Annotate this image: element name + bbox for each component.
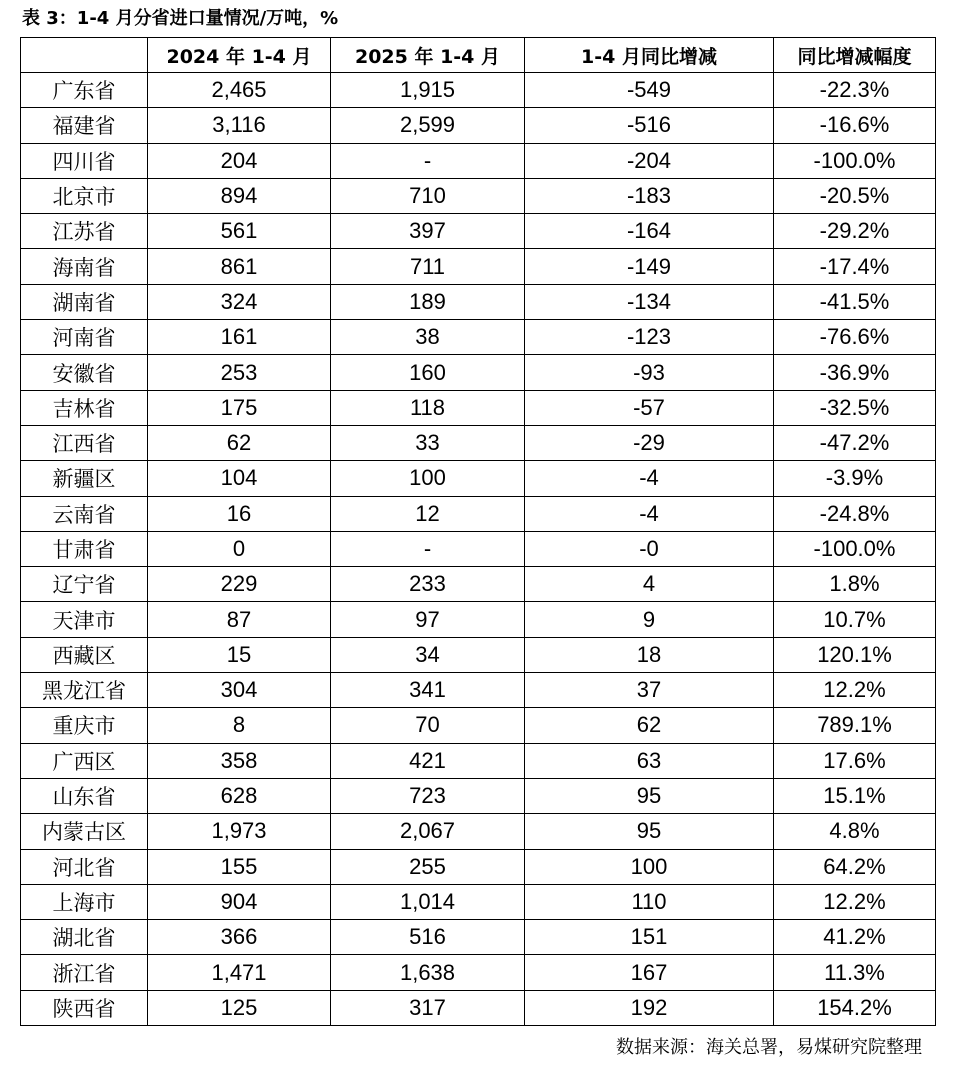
province-cell: 浙江省: [21, 955, 148, 990]
province-cell: 福建省: [21, 108, 148, 143]
table-row: [21, 814, 936, 849]
province-cell: 西藏区: [21, 637, 148, 672]
value-2025-cell: 1,014: [331, 884, 525, 919]
yoy-change-cell: -57: [525, 390, 774, 425]
header-2024: 2024 年 1-4 月: [148, 38, 331, 73]
value-2025-cell: 12: [331, 496, 525, 531]
yoy-change-cell: 95: [525, 778, 774, 813]
yoy-rate-cell: 4.8%: [774, 814, 936, 849]
value-2025-cell: 397: [331, 214, 525, 249]
province-cell: 江西省: [21, 425, 148, 460]
yoy-change-cell: 110: [525, 884, 774, 919]
province-cell: 辽宁省: [21, 567, 148, 602]
value-2025-cell: 421: [331, 743, 525, 778]
province-cell: 河北省: [21, 849, 148, 884]
yoy-rate-cell: -100.0%: [774, 531, 936, 566]
table-row: [21, 178, 936, 213]
value-2025-cell: 317: [331, 990, 525, 1025]
table-row: [21, 743, 936, 778]
yoy-change-cell: -0: [525, 531, 774, 566]
value-2024-cell: 229: [148, 567, 331, 602]
yoy-rate-cell: 17.6%: [774, 743, 936, 778]
province-cell: 重庆市: [21, 708, 148, 743]
value-2024-cell: 304: [148, 673, 331, 708]
yoy-rate-cell: -17.4%: [774, 249, 936, 284]
province-cell: 四川省: [21, 143, 148, 178]
province-cell: 山东省: [21, 778, 148, 813]
header-yoy-rate: 同比增减幅度: [774, 38, 936, 73]
value-2025-cell: 1,638: [331, 955, 525, 990]
table-row: [21, 143, 936, 178]
yoy-rate-cell: -20.5%: [774, 178, 936, 213]
yoy-change-cell: 151: [525, 920, 774, 955]
table-row: [21, 249, 936, 284]
table-row: [21, 990, 936, 1025]
table-row: [21, 496, 936, 531]
table-row: [21, 390, 936, 425]
value-2024-cell: 204: [148, 143, 331, 178]
province-cell: 湖北省: [21, 920, 148, 955]
value-2024-cell: 175: [148, 390, 331, 425]
yoy-change-cell: -204: [525, 143, 774, 178]
value-2024-cell: 861: [148, 249, 331, 284]
province-cell: 甘肃省: [21, 531, 148, 566]
value-2024-cell: 1,471: [148, 955, 331, 990]
province-cell: 北京市: [21, 178, 148, 213]
province-cell: 江苏省: [21, 214, 148, 249]
yoy-rate-cell: 10.7%: [774, 602, 936, 637]
table-row: [21, 673, 936, 708]
value-2024-cell: 904: [148, 884, 331, 919]
yoy-rate-cell: -41.5%: [774, 284, 936, 319]
value-2024-cell: 155: [148, 849, 331, 884]
province-cell: 云南省: [21, 496, 148, 531]
table-row: [21, 602, 936, 637]
value-2024-cell: 62: [148, 425, 331, 460]
value-2025-cell: 1,915: [331, 73, 525, 108]
value-2025-cell: 33: [331, 425, 525, 460]
province-cell: 广西区: [21, 743, 148, 778]
yoy-change-cell: 95: [525, 814, 774, 849]
province-cell: 新疆区: [21, 461, 148, 496]
value-2024-cell: 0: [148, 531, 331, 566]
table-header: [21, 38, 936, 73]
yoy-change-cell: -549: [525, 73, 774, 108]
yoy-change-cell: -29: [525, 425, 774, 460]
province-cell: 内蒙古区: [21, 814, 148, 849]
yoy-change-cell: 18: [525, 637, 774, 672]
value-2025-cell: -: [331, 143, 525, 178]
yoy-rate-cell: 120.1%: [774, 637, 936, 672]
table-row: [21, 567, 936, 602]
table-body: [21, 73, 936, 1026]
table-row: [21, 108, 936, 143]
source-note: 数据来源：海关总署，易煤研究院整理: [616, 1037, 922, 1058]
value-2025-cell: 723: [331, 778, 525, 813]
table-row: [21, 778, 936, 813]
yoy-change-cell: -164: [525, 214, 774, 249]
yoy-change-cell: -93: [525, 355, 774, 390]
value-2025-cell: 233: [331, 567, 525, 602]
value-2024-cell: 561: [148, 214, 331, 249]
yoy-rate-cell: 41.2%: [774, 920, 936, 955]
header-row: [21, 38, 936, 73]
yoy-change-cell: 100: [525, 849, 774, 884]
table-row: [21, 708, 936, 743]
yoy-rate-cell: -36.9%: [774, 355, 936, 390]
value-2025-cell: 341: [331, 673, 525, 708]
yoy-change-cell: -149: [525, 249, 774, 284]
table-row: [21, 284, 936, 319]
value-2025-cell: 97: [331, 602, 525, 637]
yoy-rate-cell: -29.2%: [774, 214, 936, 249]
yoy-rate-cell: 64.2%: [774, 849, 936, 884]
yoy-change-cell: -4: [525, 496, 774, 531]
table-row: [21, 955, 936, 990]
province-cell: 湖南省: [21, 284, 148, 319]
province-cell: 天津市: [21, 602, 148, 637]
yoy-change-cell: 63: [525, 743, 774, 778]
table-title: 表 3：1-4 月分省进口量情况/万吨，%: [22, 8, 339, 29]
yoy-rate-cell: -100.0%: [774, 143, 936, 178]
value-2024-cell: 125: [148, 990, 331, 1025]
table-row: [21, 425, 936, 460]
value-2025-cell: 255: [331, 849, 525, 884]
yoy-change-cell: 167: [525, 955, 774, 990]
province-cell: 陕西省: [21, 990, 148, 1025]
yoy-rate-cell: 15.1%: [774, 778, 936, 813]
header-province: [21, 38, 148, 73]
table-row: [21, 884, 936, 919]
yoy-rate-cell: -76.6%: [774, 320, 936, 355]
value-2024-cell: 628: [148, 778, 331, 813]
yoy-rate-cell: 11.3%: [774, 955, 936, 990]
yoy-change-cell: -123: [525, 320, 774, 355]
table-row: [21, 849, 936, 884]
yoy-change-cell: -183: [525, 178, 774, 213]
value-2024-cell: 161: [148, 320, 331, 355]
header-yoy-change: 1-4 月同比增减: [525, 38, 774, 73]
table-row: [21, 531, 936, 566]
value-2025-cell: 516: [331, 920, 525, 955]
yoy-change-cell: 9: [525, 602, 774, 637]
table-row: [21, 214, 936, 249]
value-2024-cell: 1,973: [148, 814, 331, 849]
yoy-rate-cell: 154.2%: [774, 990, 936, 1025]
value-2025-cell: 70: [331, 708, 525, 743]
value-2024-cell: 324: [148, 284, 331, 319]
yoy-change-cell: -4: [525, 461, 774, 496]
yoy-rate-cell: 12.2%: [774, 884, 936, 919]
province-import-table: [20, 37, 936, 1026]
yoy-rate-cell: -32.5%: [774, 390, 936, 425]
table-row: [21, 320, 936, 355]
value-2024-cell: 15: [148, 637, 331, 672]
value-2025-cell: 38: [331, 320, 525, 355]
value-2024-cell: 358: [148, 743, 331, 778]
province-cell: 吉林省: [21, 390, 148, 425]
value-2025-cell: 118: [331, 390, 525, 425]
value-2025-cell: -: [331, 531, 525, 566]
province-cell: 河南省: [21, 320, 148, 355]
yoy-rate-cell: -16.6%: [774, 108, 936, 143]
value-2024-cell: 16: [148, 496, 331, 531]
value-2025-cell: 2,599: [331, 108, 525, 143]
value-2024-cell: 366: [148, 920, 331, 955]
yoy-rate-cell: -24.8%: [774, 496, 936, 531]
value-2024-cell: 104: [148, 461, 331, 496]
yoy-rate-cell: -47.2%: [774, 425, 936, 460]
yoy-rate-cell: 12.2%: [774, 673, 936, 708]
value-2024-cell: 87: [148, 602, 331, 637]
yoy-change-cell: -134: [525, 284, 774, 319]
yoy-change-cell: -516: [525, 108, 774, 143]
yoy-change-cell: 62: [525, 708, 774, 743]
province-cell: 安徽省: [21, 355, 148, 390]
province-cell: 海南省: [21, 249, 148, 284]
table-row: [21, 920, 936, 955]
value-2025-cell: 160: [331, 355, 525, 390]
value-2024-cell: 8: [148, 708, 331, 743]
yoy-change-cell: 192: [525, 990, 774, 1025]
value-2025-cell: 711: [331, 249, 525, 284]
value-2024-cell: 894: [148, 178, 331, 213]
yoy-rate-cell: -3.9%: [774, 461, 936, 496]
value-2025-cell: 189: [331, 284, 525, 319]
value-2024-cell: 3,116: [148, 108, 331, 143]
value-2025-cell: 710: [331, 178, 525, 213]
table-row: [21, 637, 936, 672]
province-cell: 上海市: [21, 884, 148, 919]
yoy-rate-cell: -22.3%: [774, 73, 936, 108]
yoy-change-cell: 37: [525, 673, 774, 708]
value-2025-cell: 100: [331, 461, 525, 496]
value-2025-cell: 2,067: [331, 814, 525, 849]
table-row: [21, 461, 936, 496]
yoy-rate-cell: 789.1%: [774, 708, 936, 743]
table-row: [21, 355, 936, 390]
yoy-rate-cell: 1.8%: [774, 567, 936, 602]
value-2024-cell: 253: [148, 355, 331, 390]
value-2024-cell: 2,465: [148, 73, 331, 108]
header-2025: 2025 年 1-4 月: [331, 38, 525, 73]
yoy-change-cell: 4: [525, 567, 774, 602]
province-cell: 广东省: [21, 73, 148, 108]
value-2025-cell: 34: [331, 637, 525, 672]
province-cell: 黑龙江省: [21, 673, 148, 708]
table-row: [21, 73, 936, 108]
